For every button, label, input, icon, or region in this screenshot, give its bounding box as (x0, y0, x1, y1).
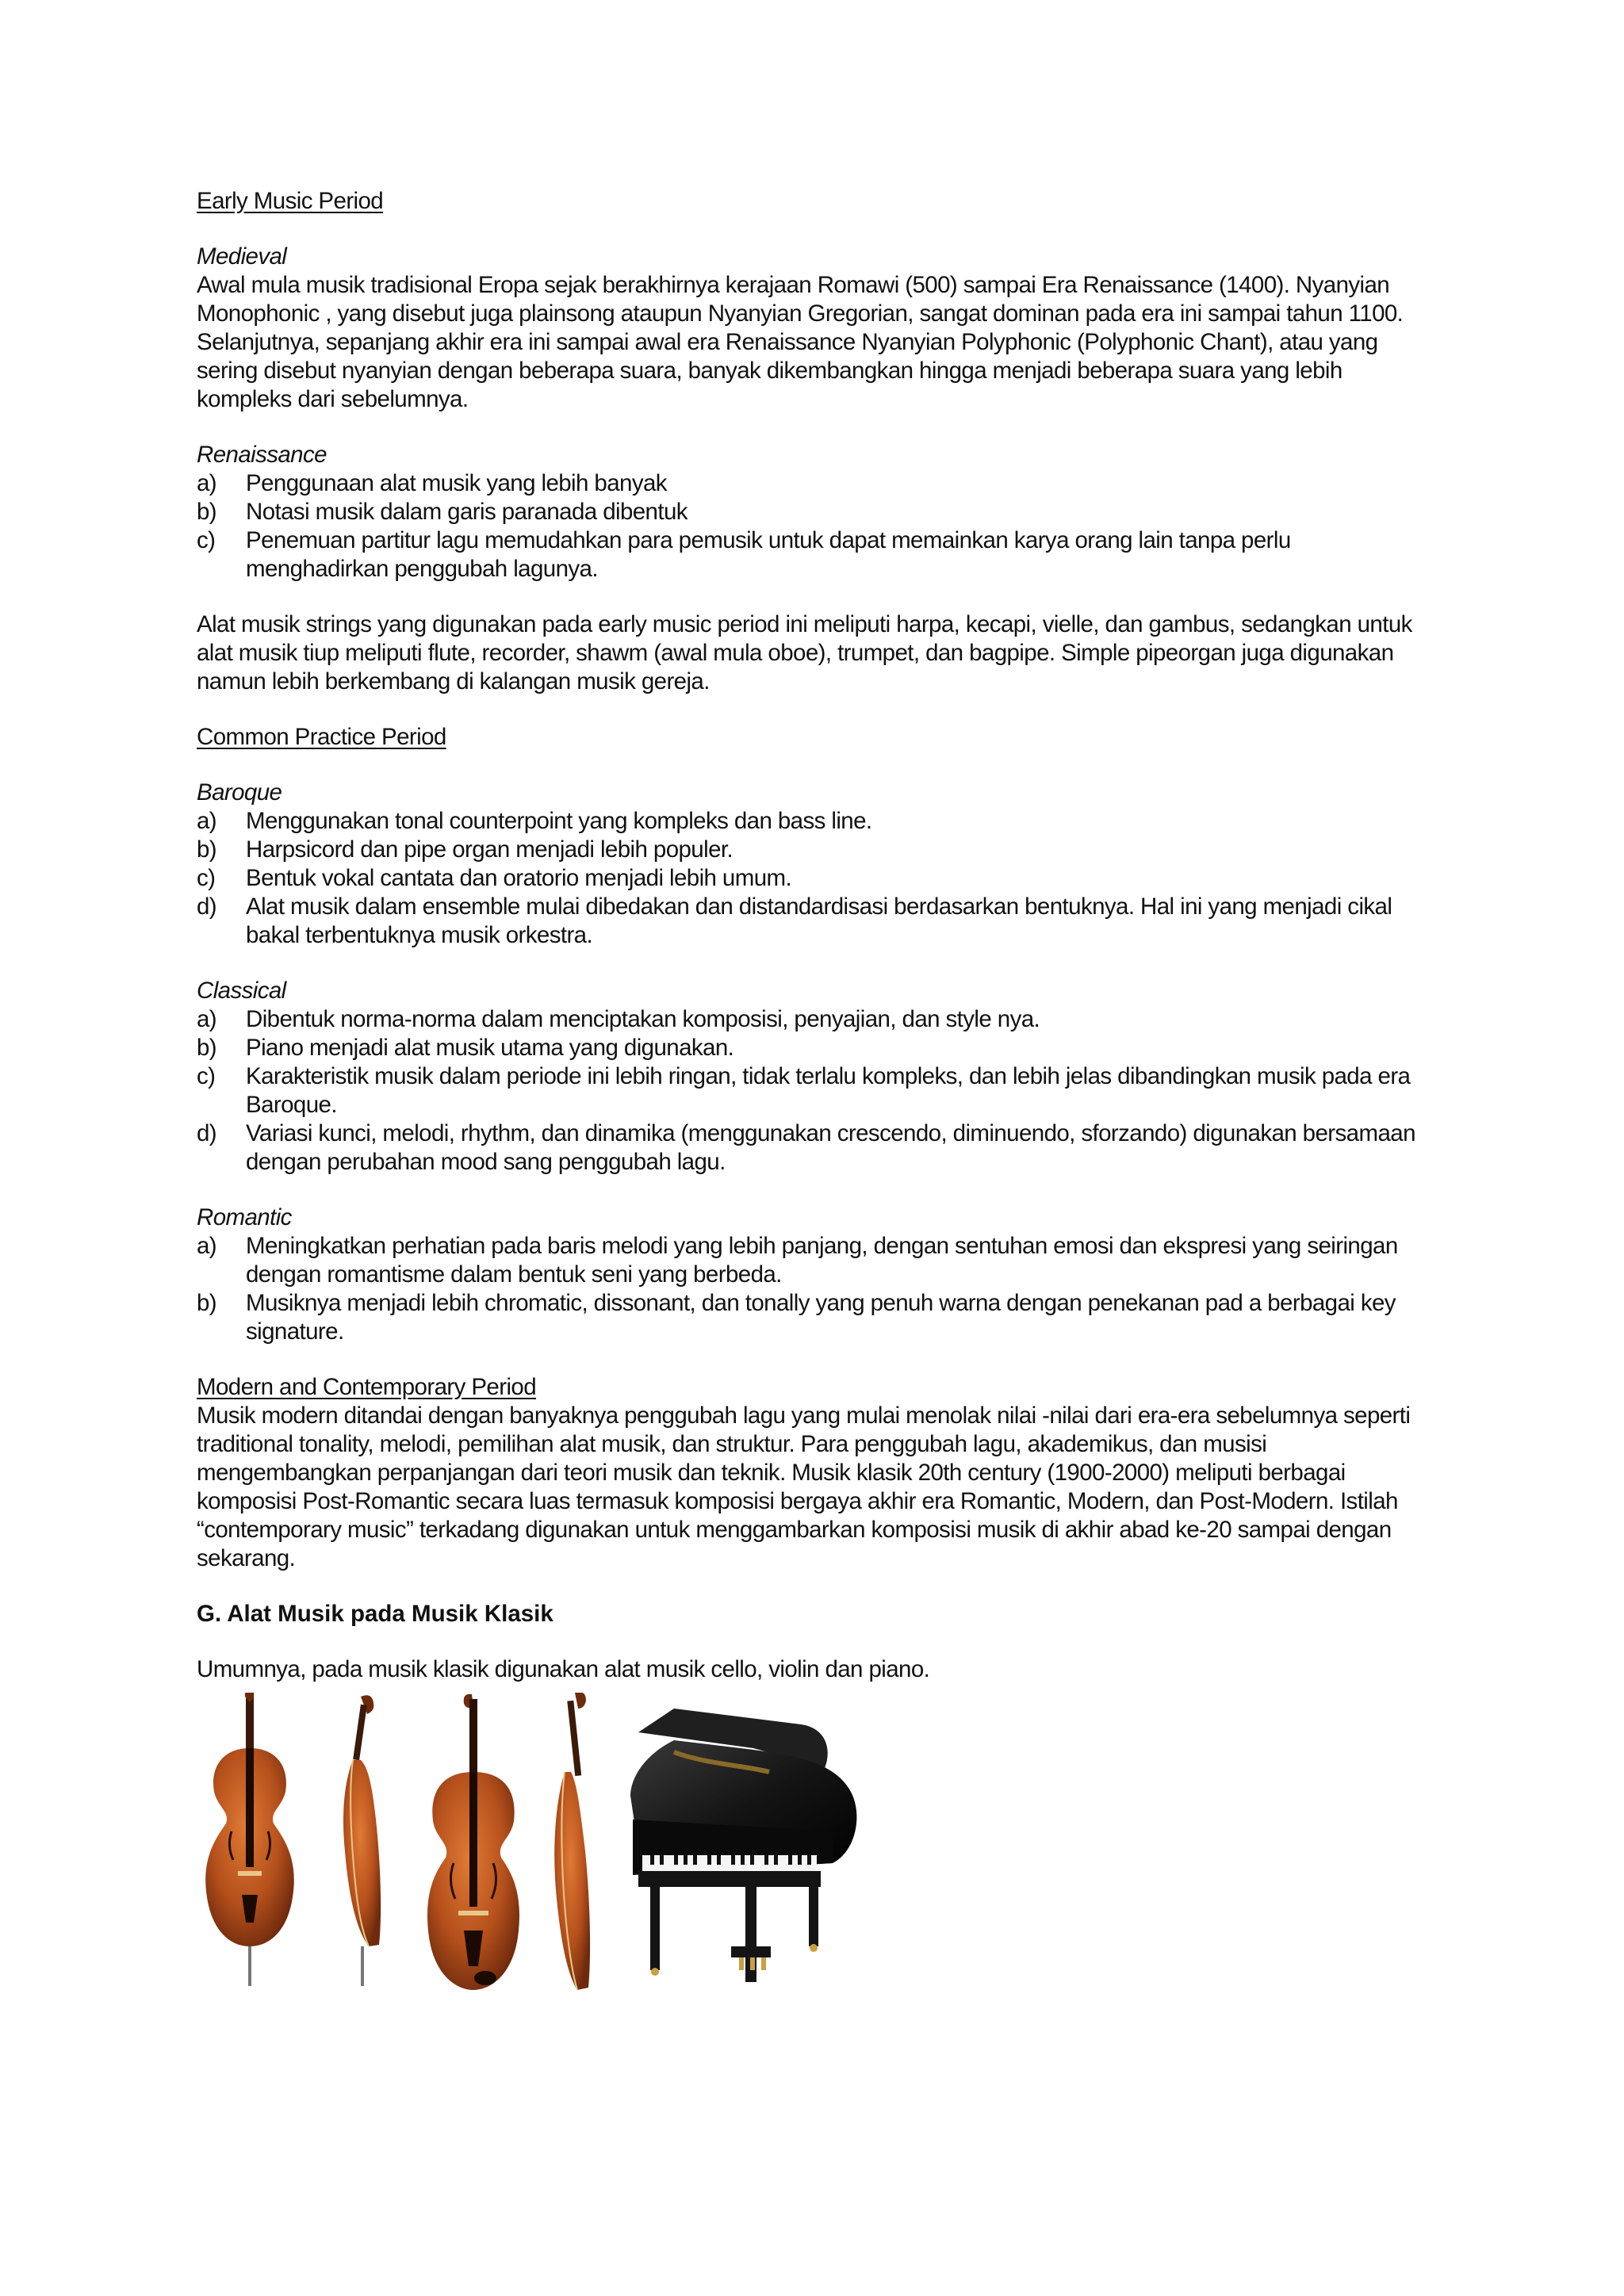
violin-side-icon (554, 1693, 590, 1990)
medieval-paragraph: Awal mula musik tradisional Eropa sejak berakhirnya kerajaan Romawi (500) sampai Era Renaissance (1400). Nyanyian Monophonic , yang disebut juga plainsong ataupun Nyanyian Gregorian, sangat dominan pada era ini sampai tahun 1100. Selanjutnya, sepanjang akhir era ini sampai awal era Renaissance Nyanyian Polyphonic (Polyphonic Chant), atau yang sering disebut nyanyian dengan beberapa suara, banyak dikembangkan hingga menjadi beberapa suara yang lebih kompleks dari sebelumnya. (197, 272, 1404, 412)
renaissance-title: Renaissance (197, 442, 327, 468)
list-item (197, 893, 1434, 950)
list-marker: b) (197, 1290, 217, 1316)
grand-piano-icon (630, 1709, 856, 1982)
list-item-text: Dibentuk norma-norma dalam menciptakan komposisi, penyajian, dan style nya. (246, 1006, 1040, 1032)
list-marker: a) (197, 808, 217, 834)
section-g-paragraph: Umumnya, pada musik klasik digunakan alat musik cello, violin dan piano. (197, 1656, 930, 1682)
list-item-text: Penemuan partitur lagu memudahkan para pemusik untuk dapat memainkan karya orang lain tanpa perlu menghadirkan penggubah lagunya. (246, 527, 1291, 582)
baroque-list (197, 807, 1434, 950)
instruments-figure (198, 1693, 880, 2002)
list-item (197, 526, 1434, 584)
renaissance-list (197, 469, 1434, 584)
list-item-text: Musiknya menjadi lebih chromatic, dissonant, dan tonally yang penuh warna dengan penekanan pad a berbagai key signature. (246, 1290, 1396, 1345)
baroque-title: Baroque (197, 779, 282, 806)
list-item-text: Bentuk vokal cantata dan oratorio menjadi lebih umum. (246, 865, 792, 891)
list-item (197, 1034, 1434, 1062)
list-marker: b) (197, 1035, 217, 1061)
list-item (197, 864, 1434, 893)
romantic-title: Romantic (197, 1204, 292, 1230)
list-item-text: Variasi kunci, melodi, rhythm, dan dinamika (menggunakan crescendo, diminuendo, sforzando) digunakan bersamaan dengan perubahan mood sang penggubah lagu. (246, 1120, 1415, 1175)
list-item (197, 836, 1434, 864)
list-item (197, 1289, 1434, 1346)
list-marker: d) (197, 1120, 217, 1146)
list-marker: a) (197, 1233, 217, 1259)
list-item (197, 1119, 1434, 1177)
list-item (197, 498, 1434, 526)
list-item (197, 1062, 1434, 1119)
medieval-title: Medieval (197, 243, 287, 270)
list-marker: b) (197, 499, 217, 525)
common-practice-heading: Common Practice Period (197, 724, 446, 750)
early-music-heading: Early Music Period (197, 188, 384, 214)
list-item-text: Karakteristik musik dalam periode ini lebih ringan, tidak terlalu kompleks, dan lebih jelas dibandingkan musik pada era Baroque. (246, 1063, 1411, 1118)
list-marker: c) (197, 1063, 216, 1089)
list-item-text: Menggunakan tonal counterpoint yang kompleks dan bass line. (246, 808, 872, 834)
section-g-heading: G. Alat Musik pada Musik Klasik (197, 1601, 553, 1627)
list-item-text: Piano menjadi alat musik utama yang digunakan. (246, 1035, 734, 1061)
list-marker: c) (197, 527, 216, 553)
list-marker: c) (197, 865, 216, 891)
list-item (197, 469, 1434, 498)
list-marker: a) (197, 470, 217, 496)
list-item (197, 1232, 1434, 1289)
list-marker: a) (197, 1006, 217, 1032)
list-item (197, 1005, 1434, 1034)
classical-list (197, 1005, 1434, 1177)
list-marker: b) (197, 836, 217, 863)
modern-period-heading: Modern and Contemporary Period (197, 1374, 537, 1400)
list-item (197, 807, 1434, 836)
list-item-text: Notasi musik dalam garis paranada dibentuk (246, 499, 688, 525)
cello-front-icon (205, 1693, 294, 1986)
early-instruments-paragraph: Alat musik strings yang digunakan pada early music period ini meliputi harpa, kecapi, vielle, dan gambus, sedangkan untuk alat musik tiup meliputi flute, recorder, shawm (awal mula oboe), trumpet, dan bagpipe. Simple pipeorgan juga digunakan namun lebih berkembang di kalangan musik gereja. (197, 611, 1412, 695)
list-item-text: Penggunaan alat musik yang lebih banyak (246, 470, 667, 496)
list-item-text: Meningkatkan perhatian pada baris melodi yang lebih panjang, dengan sentuhan emosi dan ekspresi yang seiringan dengan romantisme dalam bentuk seni yang berbeda. (246, 1233, 1398, 1288)
list-item-text: Harpsicord dan pipe organ menjadi lebih populer. (246, 836, 733, 863)
cello-side-icon (343, 1695, 381, 1986)
romantic-list (197, 1232, 1434, 1346)
violin-front-icon (427, 1694, 519, 1990)
modern-paragraph: Musik modern ditandai dengan banyaknya penggubah lagu yang mulai menolak nilai -nilai dari era-era sebelumnya seperti traditional tonality, melodi, pemilihan alat musik, dan struktur. Para penggubah lagu, akademikus, dan musisi mengembangkan perpanjangan dari teori musik dan teknik. Musik klasik 20th century (1900-2000) meliputi berbagai komposisi Post-Romantic secara luas termasuk komposisi bergaya akhir era Romantic, Modern, dan Post-Modern. Istilah “contemporary music” terkadang digunakan untuk menggambarkan komposisi musik di akhir abad ke-20 sampai dengan sekarang. (197, 1402, 1411, 1571)
list-marker: d) (197, 894, 217, 920)
classical-title: Classical (197, 978, 286, 1004)
document-page (197, 187, 1434, 1684)
list-item-text: Alat musik dalam ensemble mulai dibedakan dan distandardisasi berdasarkan bentuknya. Hal ini yang menjadi cikal bakal terbentuknya musik orkestra. (246, 894, 1392, 948)
